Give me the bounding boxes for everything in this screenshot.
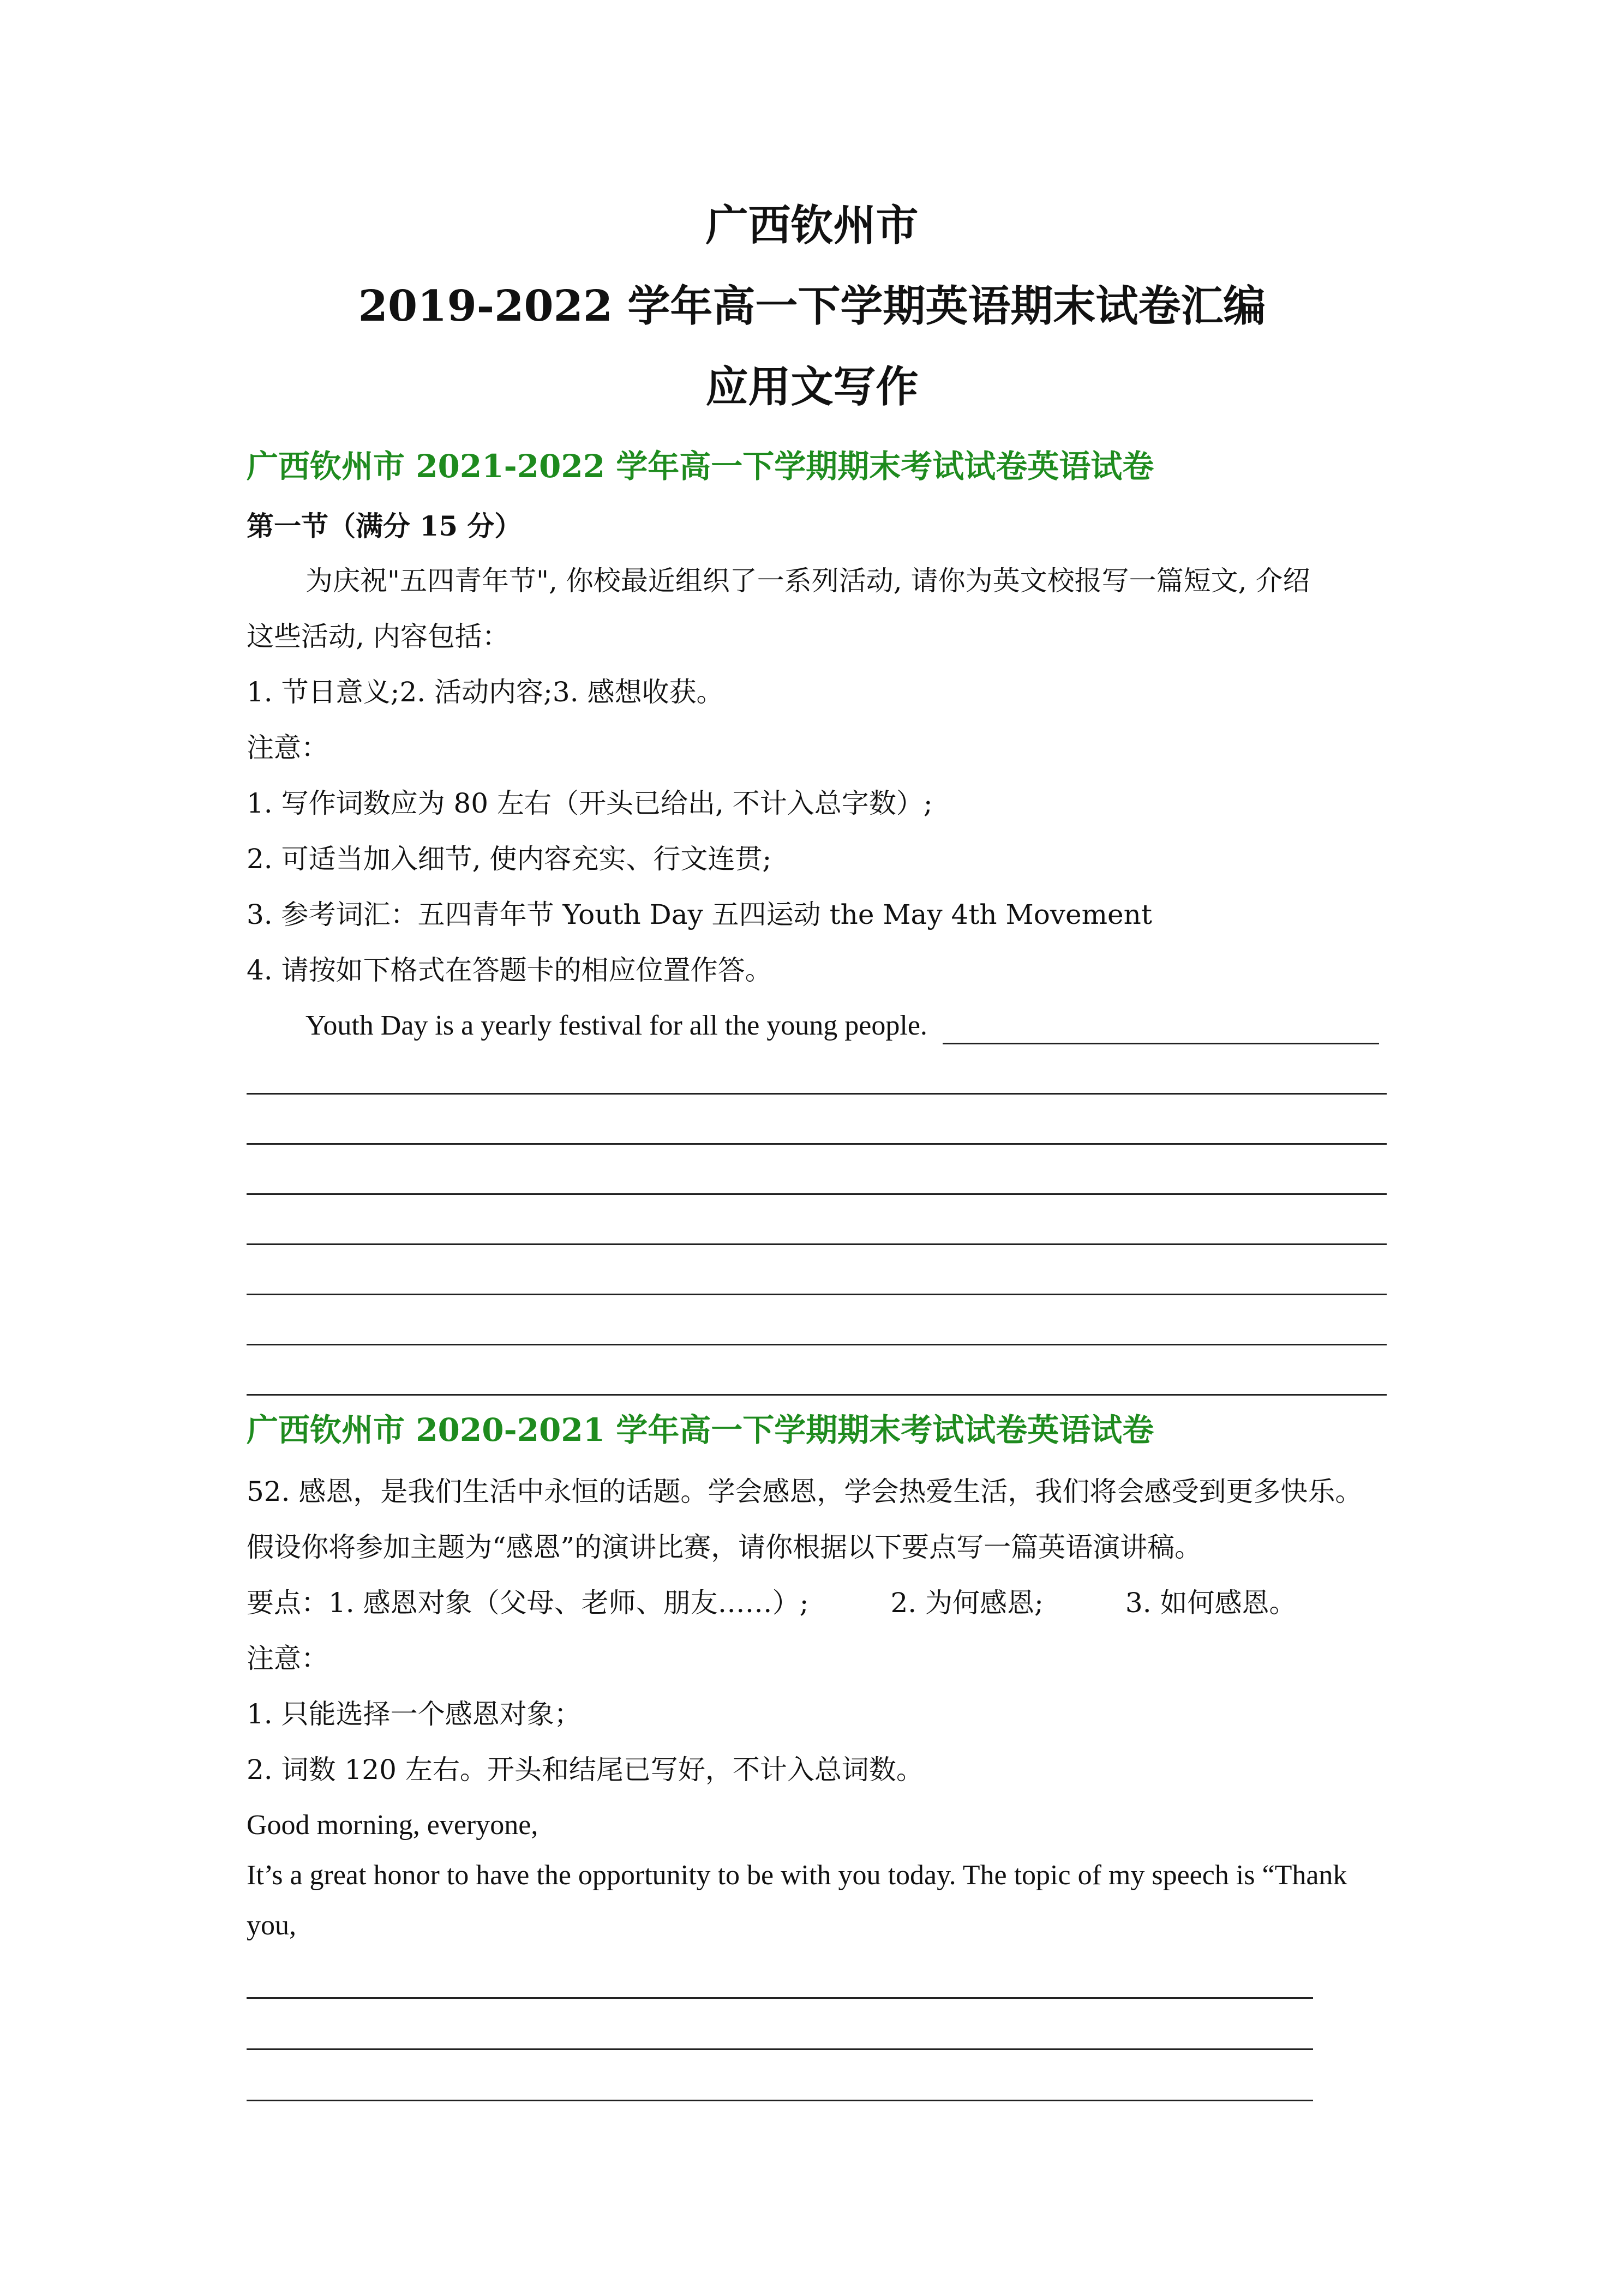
answer-line [247, 1243, 1387, 1245]
key-points-label: 要点： [247, 1587, 328, 1619]
answer-line [247, 1143, 1387, 1145]
topic-title: 应用文写作 [705, 362, 919, 412]
answer-line [247, 1997, 1313, 1999]
city-title: 广西钦州市 [705, 201, 919, 250]
note-item: 1. 写作词数应为 80 左右（开头已给出, 不计入总字数）; [247, 788, 933, 819]
key-point: 2. 为何感恩; [890, 1587, 1044, 1619]
notice-label: 注意： [247, 1643, 328, 1674]
prompt-line-2: 这些活动, 内容包括： [247, 621, 510, 652]
note-item: 1. 只能选择一个感恩对象； [247, 1698, 582, 1730]
content-points: 1. 节日意义;2. 活动内容;3. 感想收获。 [247, 676, 724, 708]
note-item: 2. 词数 120 左右。开头和结尾已写好，不计入总词数。 [247, 1754, 924, 1786]
answer-line [247, 1193, 1387, 1195]
part-title: 第一节（满分 15 分） [247, 510, 522, 542]
answer-line [247, 2048, 1313, 2050]
collection-title: 2019-2022 学年高一下学期英语期末试卷汇编 [358, 281, 1266, 331]
key-point: 3. 如何感恩。 [1125, 1587, 1297, 1619]
answer-line [247, 2100, 1313, 2101]
speech-line-2: you, [247, 1910, 296, 1941]
note-item: 4. 请按如下格式在答题卡的相应位置作答。 [247, 954, 772, 986]
section-heading-2020-2021: 广西钦州市 2020-2021 学年高一下学期期末考试试卷英语试卷 [247, 1411, 1154, 1448]
opening-sentence: Youth Day is a yearly festival for all the young people. [305, 1010, 927, 1041]
answer-line [943, 1043, 1379, 1044]
note-item: 3. 参考词汇：五四青年节 Youth Day 五四运动 the May 4th Movement [247, 899, 1152, 930]
key-points [247, 1584, 1297, 1622]
speech-greeting: Good morning, everyone, [247, 1810, 538, 1841]
prompt-line-2: 假设你将参加主题为“感恩”的演讲比赛，请你根据以下要点写一篇英语演讲稿。 [247, 1531, 1202, 1563]
prompt-line-1: 52. 感恩，是我们生活中永恒的话题。学会感恩，学会热爱生活，我们将会感受到更多快乐。 [247, 1476, 1363, 1507]
answer-line [247, 1093, 1387, 1095]
answer-line [247, 1294, 1387, 1295]
note-item: 2. 可适当加入细节, 使内容充实、行文连贯; [247, 843, 772, 875]
prompt-line-1: 为庆祝"五四青年节", 你校最近组织了一系列活动, 请你为英文校报写一篇短文, 介绍 [305, 565, 1310, 597]
answer-line [247, 1344, 1387, 1345]
answer-line [247, 1394, 1387, 1396]
speech-line-1: It’s a great honor to have the opportunity to be with you today. The topic of my speech is “Thank [247, 1860, 1347, 1891]
section-heading-2021-2022: 广西钦州市 2021-2022 学年高一下学期期末考试试卷英语试卷 [247, 448, 1154, 485]
key-point: 1. 感恩对象（父母、老师、朋友……）; [328, 1587, 809, 1619]
notice-label: 注意： [247, 732, 328, 764]
